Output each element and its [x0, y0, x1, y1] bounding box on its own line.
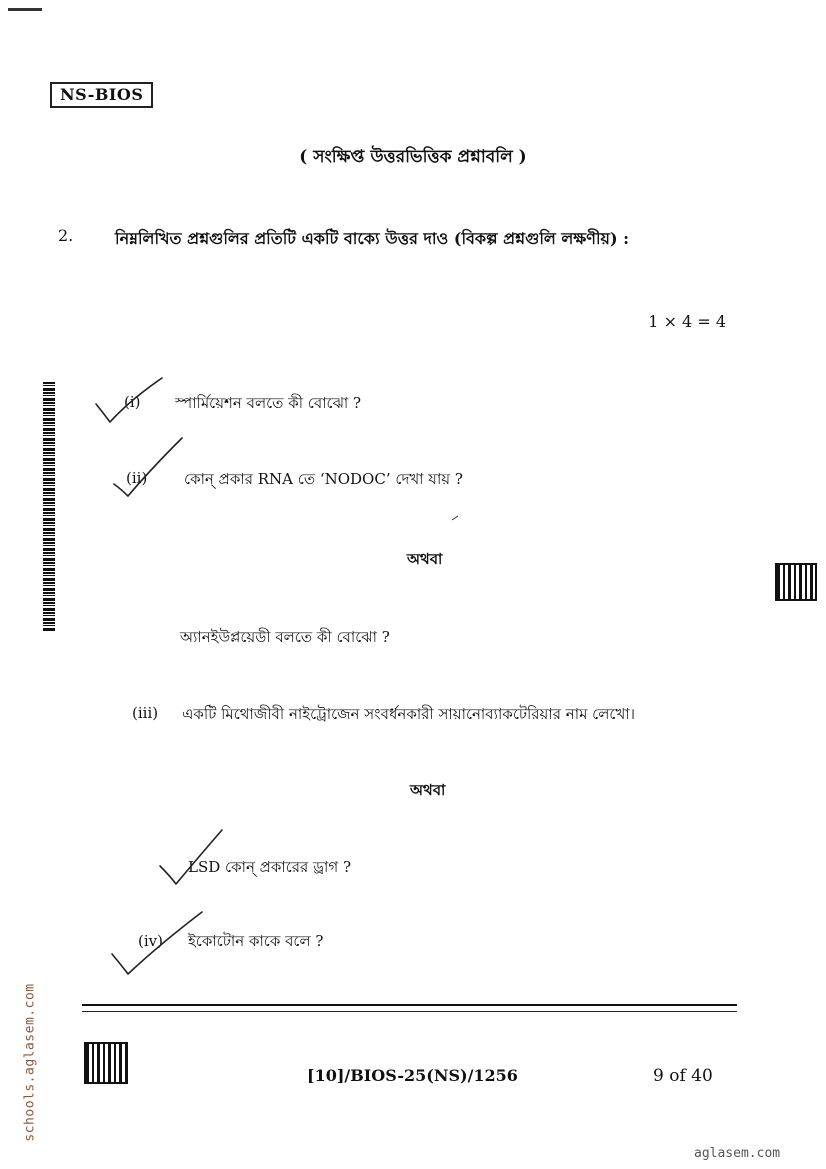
item-text-iv: ইকোটোন কাকে বলে ? [188, 932, 324, 950]
item-text-ii-alt: অ্যানইউপ্লয়েডী বলতে কী বোঝো ? [180, 628, 390, 646]
item-label-ii: (ii) [126, 469, 148, 487]
item-text-iii-alt: LSD কোন্ প্রকারের ড্রাগ ? [188, 858, 352, 876]
paper-code-box: NS-BIOS [50, 82, 153, 108]
item-label-i: (i) [124, 393, 141, 411]
page-number: 9 of 40 [653, 1066, 713, 1086]
item-label-iii: (iii) [132, 704, 159, 722]
question-instruction: নিম্নলিখিত প্রশ্নগুলির প্রতিটি একটি বাক্যে উত্তর দাও (বিকল্প প্রশ্নগুলি লক্ষণীয়) : [115, 229, 629, 248]
item-text-i: স্পার্মিয়েশন বলতে কী বোঝো ? [175, 394, 362, 412]
item-text-iii: একটি মিথোজীবী নাইট্রোজেন সংবর্ধনকারী সায়ানোব্যাকটেরিয়ার নাম লেখো। [182, 705, 636, 723]
bottom-watermark: aglasem.com [694, 1146, 781, 1161]
footer-paper-id: [10]/BIOS-25(NS)/1256 [307, 1066, 518, 1085]
side-watermark: schools.aglasem.com [22, 983, 38, 1142]
item-label-iv: (iv) [138, 932, 163, 950]
marks-allocation: 1 × 4 = 4 [648, 312, 726, 331]
alternative-label: অথবা [410, 781, 446, 799]
section-heading: ( সংক্ষিপ্ত উত্তরভিত্তিক প্রশ্নাবলি ) [299, 147, 527, 167]
question-number: 2. [58, 226, 74, 245]
alternative-label: অথবা [407, 550, 443, 568]
item-text-ii: কোন্ প্রকার RNA তে ‘NODOC’ দেখা যায় ? [184, 470, 463, 488]
